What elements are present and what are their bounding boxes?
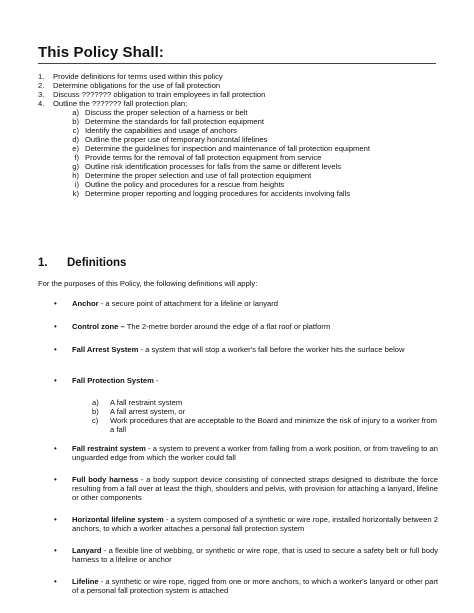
definition-fall-restraint-system: • Fall restraint system - a system to prevent a worker from falling from a work position, or from traveling to an unguarded edge from which the worker could fall [54,444,438,462]
definition-fall-protection-system: • Fall Protection System - [54,376,159,385]
list-item: 3. Discuss ??????? obligation to train employees in fall protection [38,90,266,99]
definition-horizontal-lifeline-system: • Horizontal lifeline system - a system composed of a synthetic or wire rope, installed horizontally between 2 anchors, to which a worker attaches a personal fall protection system [54,515,438,533]
bullet-icon: • [54,475,57,484]
definition-lanyard: • Lanyard - a flexible line of webbing, or synthetic or wire rope, that is used to secure a safety belt or full body harness to a lifeline or anchor [54,546,438,564]
bullet-icon: • [54,322,57,331]
sub-list-item: h) Determine the proper selection and use of fall protection equipment [72,171,312,180]
sub-list-item: g) Outline risk identification processes for falls from the same or different levels [72,162,342,171]
sub-list-item: a) Discuss the proper selection of a harness or belt [72,108,248,117]
bullet-icon: • [54,577,57,586]
bullet-icon: • [54,444,57,453]
bullet-icon: • [54,299,57,308]
sub-list-item: c) Identify the capabilities and usage of anchors [72,126,237,135]
fall-protection-item: b) A fall arrest system, or [92,407,186,416]
bullet-icon: • [54,345,57,354]
section-intro: For the purposes of this Policy, the following definitions will apply: [38,279,258,288]
definition-fall-arrest-system: • Fall Arrest System - a system that will stop a worker's fall before the worker hits the surface below [54,345,405,354]
fall-protection-item: a) A fall restraint system [92,398,183,407]
sub-list-item: b) Determine the standards for fall protection equipment [72,117,264,126]
bullet-icon: • [54,376,57,385]
sub-list-item: k) Determine proper reporting and logging procedures for accidents involving falls [72,189,351,198]
list-item: 1. Provide definitions for terms used within this policy [38,72,223,81]
list-item: 4. Outline the ??????? fall protection plan; [38,99,188,108]
heading-rule [38,63,436,64]
page-heading: This Policy Shall: [38,44,164,61]
sub-list-item: f) Provide terms for the removal of fall protection equipment from service [74,153,322,162]
section-title: Definitions [67,257,127,269]
sub-list-item: e) Determine the guidelines for inspection and maintenance of fall protection equipment [72,144,370,153]
section-number: 1. [38,257,48,269]
definition-control-zone: • Control zone – The 2-metre border around the edge of a flat roof or platform [54,322,331,331]
bullet-icon: • [54,515,57,524]
sub-list-item: i) Outline the policy and procedures for a rescue from heights [74,180,285,189]
definition-lifeline: • Lifeline - a synthetic or wire rope, rigged from one or more anchors, to which a worker's lanyard or other part of a personal fall protection system is attached [54,577,438,595]
sub-list-item: d) Outline the proper use of temporary horizontal lifelines [72,135,268,144]
list-item: 2. Determine obligations for the use of fall protection [38,81,221,90]
definition-anchor: • Anchor - a secure point of attachment for a lifeline or lanyard [54,299,278,308]
objectives-list [38,72,438,198]
bullet-icon: • [54,546,57,555]
definition-full-body-harness: • Full body harness - a body support device consisting of connected straps designed to distribute the force resulting from a fall over at least the thigh, shoulders and pelvis, with provision for attaching a lanyard, lifeline or other components [54,475,438,502]
fall-protection-item: c) Work procedures that are acceptable to the Board and minimize the risk of injury to a worker from a fall [92,416,437,434]
